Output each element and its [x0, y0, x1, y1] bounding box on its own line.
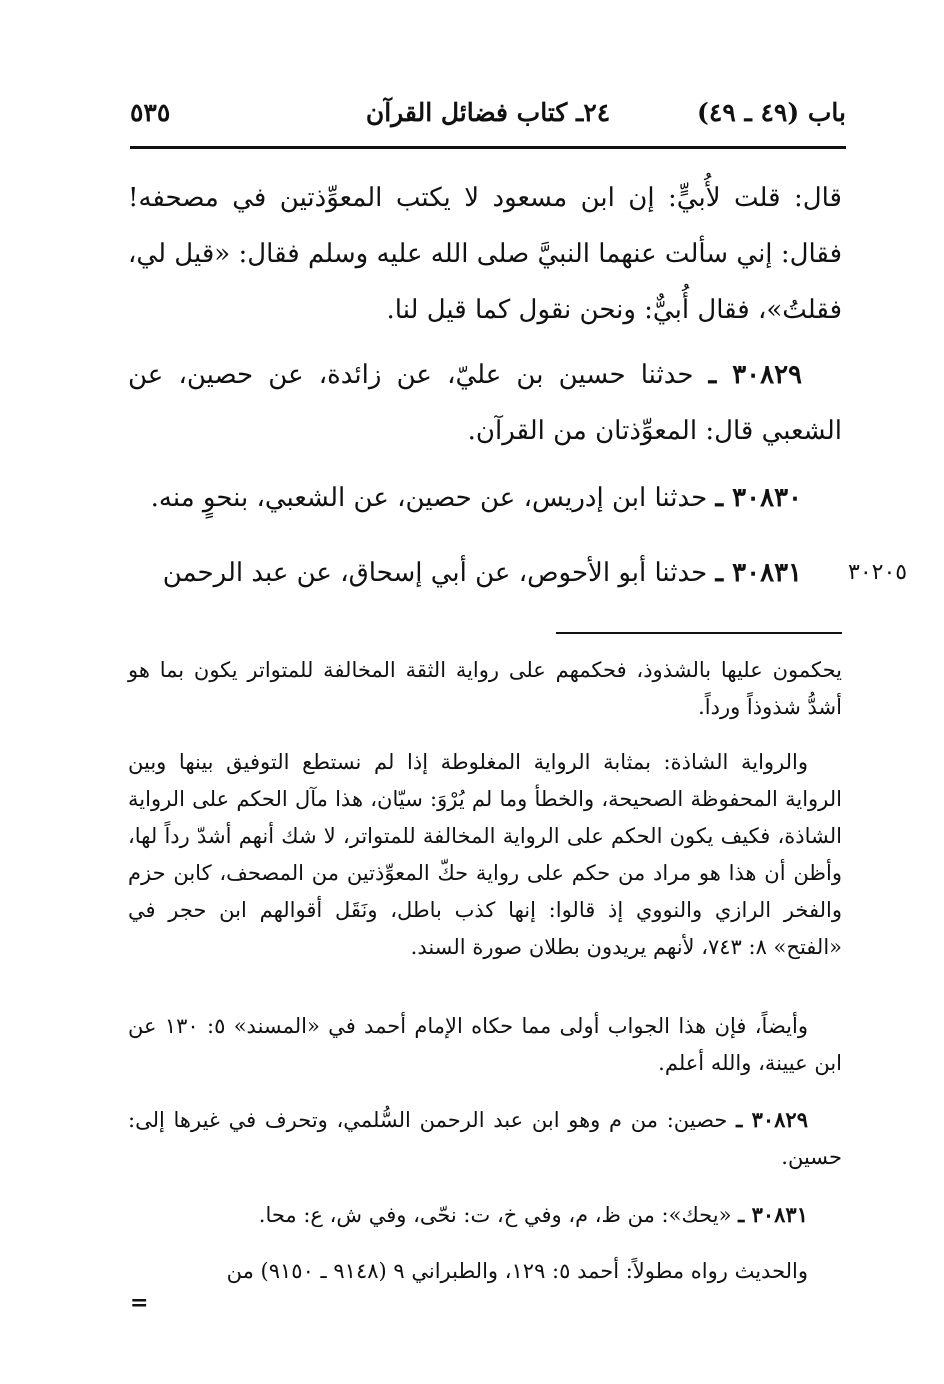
hadith-number: ٣٠٨٣١ ـ	[715, 558, 802, 588]
footnote-3	[128, 1008, 842, 1082]
footnote-6	[128, 1253, 842, 1290]
footnote-separator	[556, 632, 842, 634]
margin-reference-number: ٣٠٢٠٥	[848, 560, 908, 585]
hadith-30831	[128, 545, 842, 601]
hadith-30830	[128, 470, 842, 526]
running-header	[130, 98, 846, 138]
hadith-text: حدثنا ابن إدريس، عن حصين، عن الشعبي، بنحوٍ منه.	[150, 483, 708, 513]
main-paragraph-1	[128, 170, 842, 338]
paragraph-text: قال: قلت لأُبيٍّ: إن ابن مسعود لا يكتب المعوِّذتين في مصحفه! فقال: إني سألت عنهما النبيَّ صلى الله عليه وسلم فقال: «قيل لي، فقلتُ»، فقال أُبيٌّ: ونحن نقول كما قيل لنا.	[128, 183, 843, 325]
footnote-1	[128, 652, 842, 726]
footnote-2	[128, 744, 842, 966]
footnote-text: والحديث رواه مطولاً: أحمد ٥: ١٢٩، والطبراني ٩ (٩١٤٨ ـ ٩١٥٠) من	[226, 1259, 808, 1283]
footnote-text: والرواية الشاذة: بمثابة الرواية المغلوطة إذا لم نستطع التوفيق بينها وبين الرواية المحفوظة الصحيحة، والخطأ وما لم يُرْوَ: سيّان، هذا مآل الحكم على الرواية الشاذة، فكيف يكون الحكم على الرواية المخالفة للمتواتر، لا شك أنهم أشدّ رداً لها، وأظن أن هذا هو مراد من حكم على رواية حكّ المعوِّذتين من المصحف، كابن حزم والفخر الرازي والنووي إذ قالوا: إنها كذب باطل، ونَقَل أقوالهم ابن حجر في «الفتح» ٨: ٧٤٣، لأنهم يريدون بطلان صورة السند.	[128, 750, 842, 959]
hadith-text: حدثنا أبو الأحوص، عن أبي إسحاق، عن عبد الرحمن	[162, 558, 708, 588]
chapter-range: باب (٤٩ ـ ٤٩)	[697, 98, 846, 127]
hadith-text: حدثنا حسين بن عليّ، عن زائدة، عن حصين، عن الشعبي قال: المعوِّذتان من القرآن.	[128, 360, 842, 446]
hadith-number: ٣٠٨٣٠ ـ	[715, 483, 802, 513]
footnote-number: ٣٠٨٢٩ ـ	[736, 1107, 808, 1132]
header-rule	[130, 146, 846, 149]
hadith-30829	[128, 347, 842, 459]
footnote-4	[128, 1101, 842, 1176]
book-title: ٢٤ـ كتاب فضائل القرآن	[365, 98, 611, 127]
page-number: ٥٣٥	[130, 98, 171, 127]
footnote-text: حصين: من م وهو ابن عبد الرحمن السُّلمي، وتحرف في غيرها إلى: حسين.	[128, 1108, 842, 1169]
footnote-text: وأيضاً، فإن هذا الجواب أولى مما حكاه الإمام أحمد في «المسند» ٥: ١٣٠ عن ابن عيينة، والله أعلم.	[128, 1014, 842, 1075]
continuation-mark: =	[130, 1290, 149, 1316]
footnote-text: يحكمون عليها بالشذوذ، فحكمهم على رواية الثقة المخالفة للمتواتر يكون بما هو أشدُّ شذوذاً ورداً.	[128, 658, 842, 719]
footnote-number: ٣٠٨٣١ ـ	[738, 1202, 808, 1227]
footnote-5	[128, 1196, 842, 1234]
hadith-number: ٣٠٨٢٩ ـ	[708, 360, 803, 390]
footnote-text: «يحك»: من ظ، م، وفي خ، ت: نحّى، وفي ش، ع: محا.	[258, 1203, 732, 1227]
